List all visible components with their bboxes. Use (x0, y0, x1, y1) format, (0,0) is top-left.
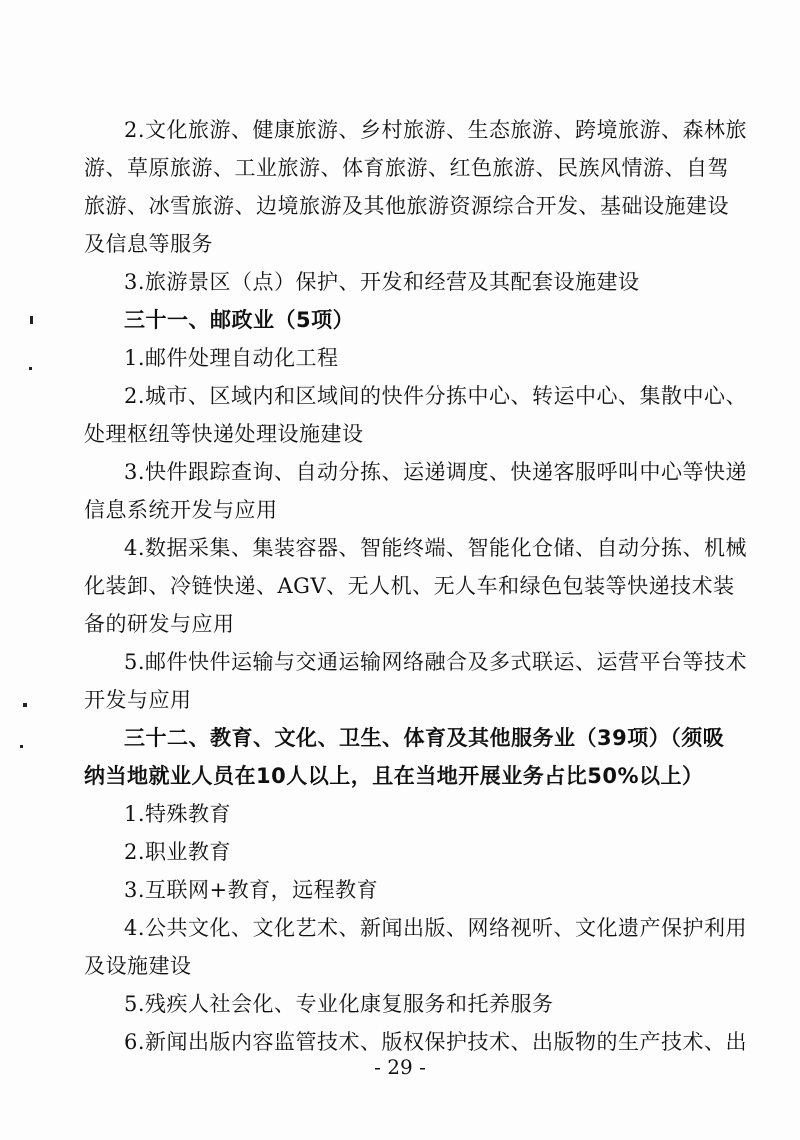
paragraph-line: 及信息等服务 (84, 232, 213, 256)
section-heading-continuation: 纳当地就业人员在10人以上，且在当地开展业务占比50%以上） (84, 764, 704, 788)
paragraph-line: 2.城市、区域内和区域间的快件分拣中心、转运中心、集散中心、 (124, 384, 748, 408)
paragraph-line: 5.残疾人社会化、专业化康复服务和托养服务 (124, 992, 554, 1016)
scan-speck (23, 703, 27, 707)
paragraph-line: 3.互联网+教育，远程教育 (124, 878, 379, 902)
paragraph-line: 及设施建设 (84, 954, 192, 978)
paragraph-line: 2.文化旅游、健康旅游、乡村旅游、生态旅游、跨境旅游、森林旅 (124, 118, 748, 142)
scan-speck (20, 745, 23, 748)
paragraph-line: 化装卸、冷链快递、AGV、无人机、无人车和绿色包装等快递技术装 (84, 574, 735, 598)
section-heading: 三十一、邮政业（5项） (124, 308, 355, 332)
paragraph-line: 1.邮件处理自动化工程 (124, 346, 339, 370)
paragraph-line: 2.职业教育 (124, 840, 232, 864)
paragraph-line: 6.新闻出版内容监管技术、版权保护技术、出版物的生产技术、出 (124, 1030, 748, 1054)
paragraph-line: 旅游、冰雪旅游、边境旅游及其他旅游资源综合开发、基础设施建设 (84, 194, 729, 218)
paragraph-line: 5.邮件快件运输与交通运输网络融合及多式联运、运营平台等技术 (124, 650, 748, 674)
paragraph-line: 3.快件跟踪查询、自动分拣、运递调度、快递客服呼叫中心等快递 (124, 460, 748, 484)
paragraph-line: 信息系统开发与应用 (84, 498, 278, 522)
paragraph-line: 1.特殊教育 (124, 802, 232, 826)
paragraph-line: 4.数据采集、集装容器、智能终端、智能化仓储、自动分拣、机械 (124, 536, 748, 560)
scan-speck (29, 367, 32, 370)
page-number: - 29 - (374, 1055, 426, 1079)
section-heading: 三十二、教育、文化、卫生、体育及其他服务业（39项）（须吸 (124, 726, 725, 750)
paragraph-line: 处理枢纽等快递处理设施建设 (84, 422, 364, 446)
paragraph-line: 3.旅游景区（点）保护、开发和经营及其配套设施建设 (124, 270, 640, 294)
paragraph-line: 4.公共文化、文化艺术、新闻出版、网络视听、文化遗产保护利用 (124, 916, 748, 940)
scan-speck (30, 316, 33, 324)
paragraph-line: 开发与应用 (84, 688, 192, 712)
paragraph-line: 备的研发与应用 (84, 612, 235, 636)
paragraph-line: 游、草原旅游、工业旅游、体育旅游、红色旅游、民族风情游、自驾 (84, 156, 729, 180)
